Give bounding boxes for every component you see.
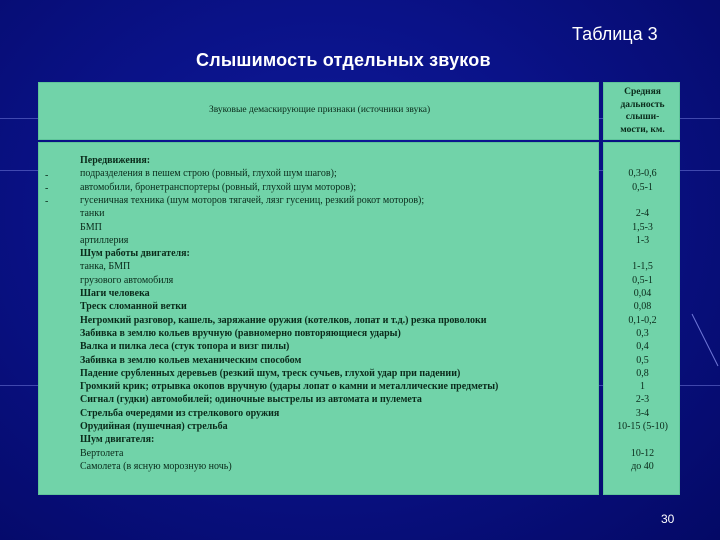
body-cell-distance: [603, 142, 680, 495]
list-bullet: -: [45, 170, 49, 181]
list-bullet: -: [45, 196, 49, 207]
table-row-text: грузового автомобиля: [80, 274, 174, 286]
table-label: Таблица 3: [572, 24, 658, 44]
table-row-text: БМП: [80, 221, 102, 233]
header-cell-signs: [38, 82, 599, 140]
header-distance-line: Средняя: [624, 87, 661, 97]
table-row-text: танки: [80, 208, 105, 220]
distance-value: 0,08: [633, 301, 652, 313]
distance-value: 1-1,5: [632, 261, 653, 273]
table-row-text: Орудийная (пушечная) стрельба: [80, 421, 228, 432]
decorative-line: [690, 310, 720, 370]
header-cell-distance: [603, 82, 680, 140]
table-row-text: танка, БМП: [80, 261, 131, 273]
distance-value: 0,5-1: [632, 181, 653, 193]
distance-value: 0,5-1: [632, 274, 653, 286]
header-distance-line: мости, км.: [620, 124, 665, 135]
distance-value: 1-3: [635, 234, 650, 246]
header-distance-line: дальность: [620, 99, 665, 110]
table-row-text: Передвижения:: [80, 155, 151, 166]
table-row-text: Шум работы двигателя:: [80, 248, 190, 260]
distance-value: 0,8: [636, 367, 649, 379]
table-row-text: Вертолета: [80, 447, 124, 459]
distance-value: 0,3: [636, 327, 649, 339]
table-row-text: Негромкий разговор, кашель, заряжание оружия (котелков, лопат и т.д.) резка проволоки: [80, 314, 487, 326]
table-row-text: Забивка в землю кольев механическим способом: [80, 354, 302, 366]
table-row-text: артиллерия: [80, 234, 129, 246]
page-number: 30: [661, 512, 675, 526]
distance-value: 0,04: [633, 288, 652, 299]
distance-value: 0,4: [636, 341, 649, 353]
distance-value: 1,5-3: [632, 221, 653, 233]
distance-value: 10-12: [630, 447, 655, 459]
table-row-text: Сигнал (гудки) автомобилей; одиночные выстрелы из автомата и пулемета: [80, 394, 422, 406]
distance-value: 2-3: [635, 394, 650, 406]
header-signs-text: Звуковые демаскирующие признаки (источники звука): [209, 105, 431, 115]
table-row-text: Шаги человека: [80, 288, 150, 299]
table-row-text: автомобили, бронетранспортеры (ровный, глухой шум моторов);: [80, 181, 357, 193]
table-row-text: Стрельба очередями из стрелкового оружия: [80, 407, 280, 419]
distance-value: до 40: [631, 460, 654, 472]
distance-value: 1: [640, 381, 645, 393]
table-row-text: Самолета (в ясную морозную ночь): [80, 460, 232, 472]
distance-value: 10-15 (5-10): [617, 421, 668, 432]
distance-value: 0,5: [636, 354, 649, 366]
table-row-text: подразделения в пешем строю (ровный, глухой шум шагов);: [80, 168, 337, 180]
distance-value: 3-4: [635, 407, 650, 419]
table-row-text: Забивка в землю кольев вручную (равномерно повторяющиеся удары): [80, 327, 401, 339]
distance-value: 0,1-0,2: [628, 314, 657, 326]
body-cell-signs: [38, 142, 599, 495]
table-row-text: Шум двигателя:: [80, 434, 155, 446]
table-row-text: Треск сломанной ветки: [80, 301, 187, 313]
table-row-text: Громкий крик; отрывка окопов вручную (удары лопат о камни и металлические предметы): [80, 381, 499, 393]
table-row-text: Валка и пилка леса (стук топора и визг пилы): [80, 341, 290, 353]
header-distance-text: [604, 86, 681, 136]
slide-title: Слышимость отдельных звуков: [196, 50, 491, 70]
table-row-text: Падение срубленных деревьев (резкий шум, треск сучьев, глухой удар при падении): [80, 367, 461, 379]
header-distance-line: слыши-: [625, 112, 660, 122]
table-row-text: гусеничная техника (шум моторов тягачей, лязг гусениц, резкий рокот моторов);: [80, 194, 425, 206]
list-bullet: -: [45, 183, 49, 194]
distance-value: 0,3-0,6: [628, 168, 657, 180]
distance-value: 2-4: [635, 208, 650, 220]
